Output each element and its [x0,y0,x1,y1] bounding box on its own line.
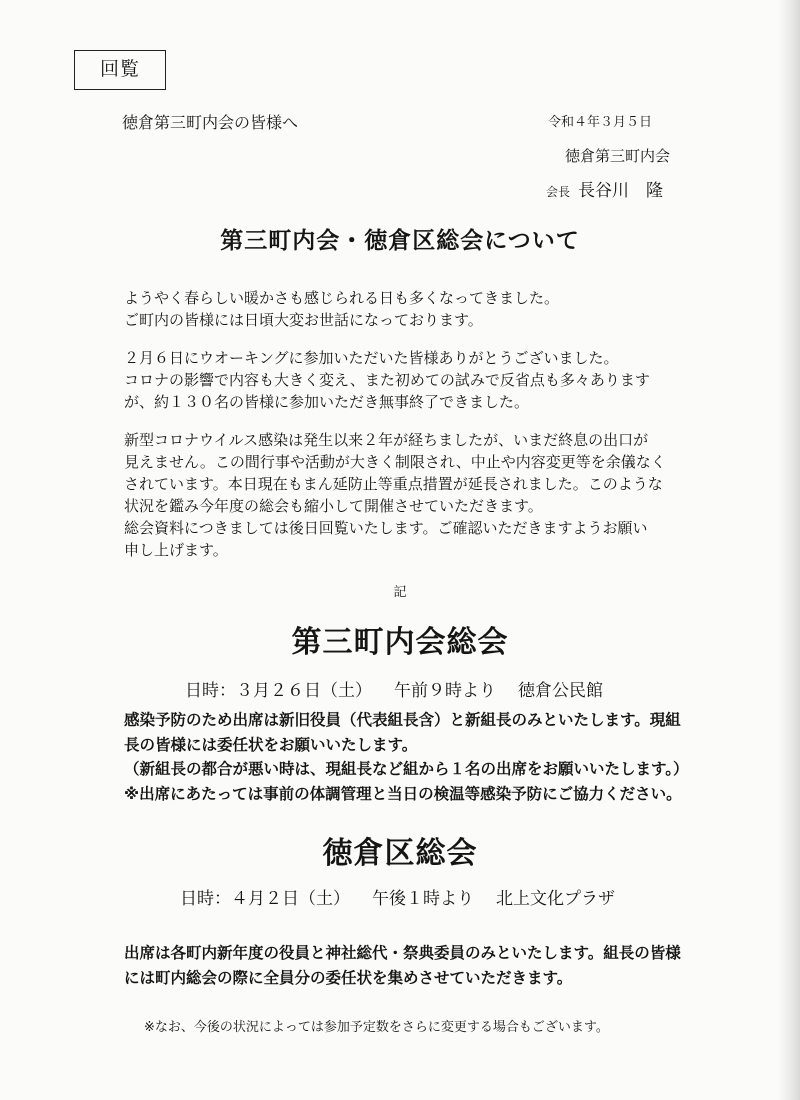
schedule-time: 午前９時より [394,681,496,701]
organization-name: 徳倉第三町内会 [565,147,671,165]
text-line: 新型コロナウイルス感染は発生以来２年が経ちましたが、いまだ終息の出口が [124,431,649,449]
text-line: ご町内の皆様には日頃大変お世話になっております。 [124,311,483,329]
document-title: 第三町内会・徳倉区総会について [220,228,580,254]
section2-title: 徳倉区総会 [322,836,478,871]
president-name: 長谷川 隆 [578,181,664,201]
text-line: 見えません。この間行事や活動が大きく制限され、中止や内容変更等を余儀なく [124,453,666,471]
schedule-date: 日時：４月２日（土） [180,889,350,909]
schedule-time: 午後１時より [372,889,474,909]
footnote: ※なお、今後の状況によっては参加予定数をさらに変更する場合もございます。 [144,1020,609,1035]
text-line: 長の皆様には委任状をお願いいたします。 [124,735,418,754]
addressee: 徳倉第三町内会の皆様へ [122,113,299,132]
schedule-place: 北上文化プラザ [496,889,615,909]
text-line: コロナの影響で内容も大きく変え、また初めての試みで反省点も多々あります [124,371,650,389]
schedule-place: 徳倉公民館 [518,681,603,701]
president-role: 会長 [546,185,571,199]
paragraph-greeting [124,287,694,331]
text-line: には町内総会の際に全員分の委任状を集めさせていただきます。 [124,969,573,987]
text-line: 総会資料につきましては後日回覧いたします。ご確認いただきますようお願い [124,519,648,537]
ki-marker: 記 [393,585,407,600]
section2-notes [124,941,724,991]
section1-title: 第三町内会総会 [291,625,509,660]
text-line: 感染予防のため出席は新旧役員（代表組長含）と新組長のみといたします。現組 [124,711,681,729]
section1-notes [124,708,724,806]
section2-schedule [180,884,615,909]
paragraph-walking-event [124,347,694,413]
text-line: ようやく春らしい暖かさも感じられる日も多くなってきました。 [124,289,560,307]
text-line: （新組長の都合が悪い時は、現組長など組から１名の出席をお願いいたします。） [124,760,689,778]
text-line: 出席は各町内新年度の役員と神社総代・祭典委員のみといたします。組長の皆様 [124,944,681,962]
schedule-date: 日時：３月２６日（土） [185,681,372,701]
section1-schedule [185,676,603,701]
text-line: されています。本日現在もまん延防止等重点措置が延長されました。このような [124,475,663,493]
text-line: ２月６日にウオーキングに参加いただいた皆様ありがとうございました。 [124,349,619,367]
document-date: 令和４年３月５日 [548,115,653,130]
text-line: 状況を鑑み今年度の総会も縮小して開催させていただきます。 [124,497,543,515]
text-line: が、約１３０名の皆様に参加いただき無事終了できました。 [124,393,530,411]
paragraph-materials [124,517,694,561]
text-line: 申し上げます。 [124,541,228,559]
president-signature [546,176,663,201]
text-line: ※出席にあたっては事前の体調管理と当日の検温等感染予防にご協力ください。 [124,784,682,803]
paragraph-covid [124,429,694,517]
page-edge [778,0,800,1100]
circulation-label: 回覧 [74,50,166,90]
